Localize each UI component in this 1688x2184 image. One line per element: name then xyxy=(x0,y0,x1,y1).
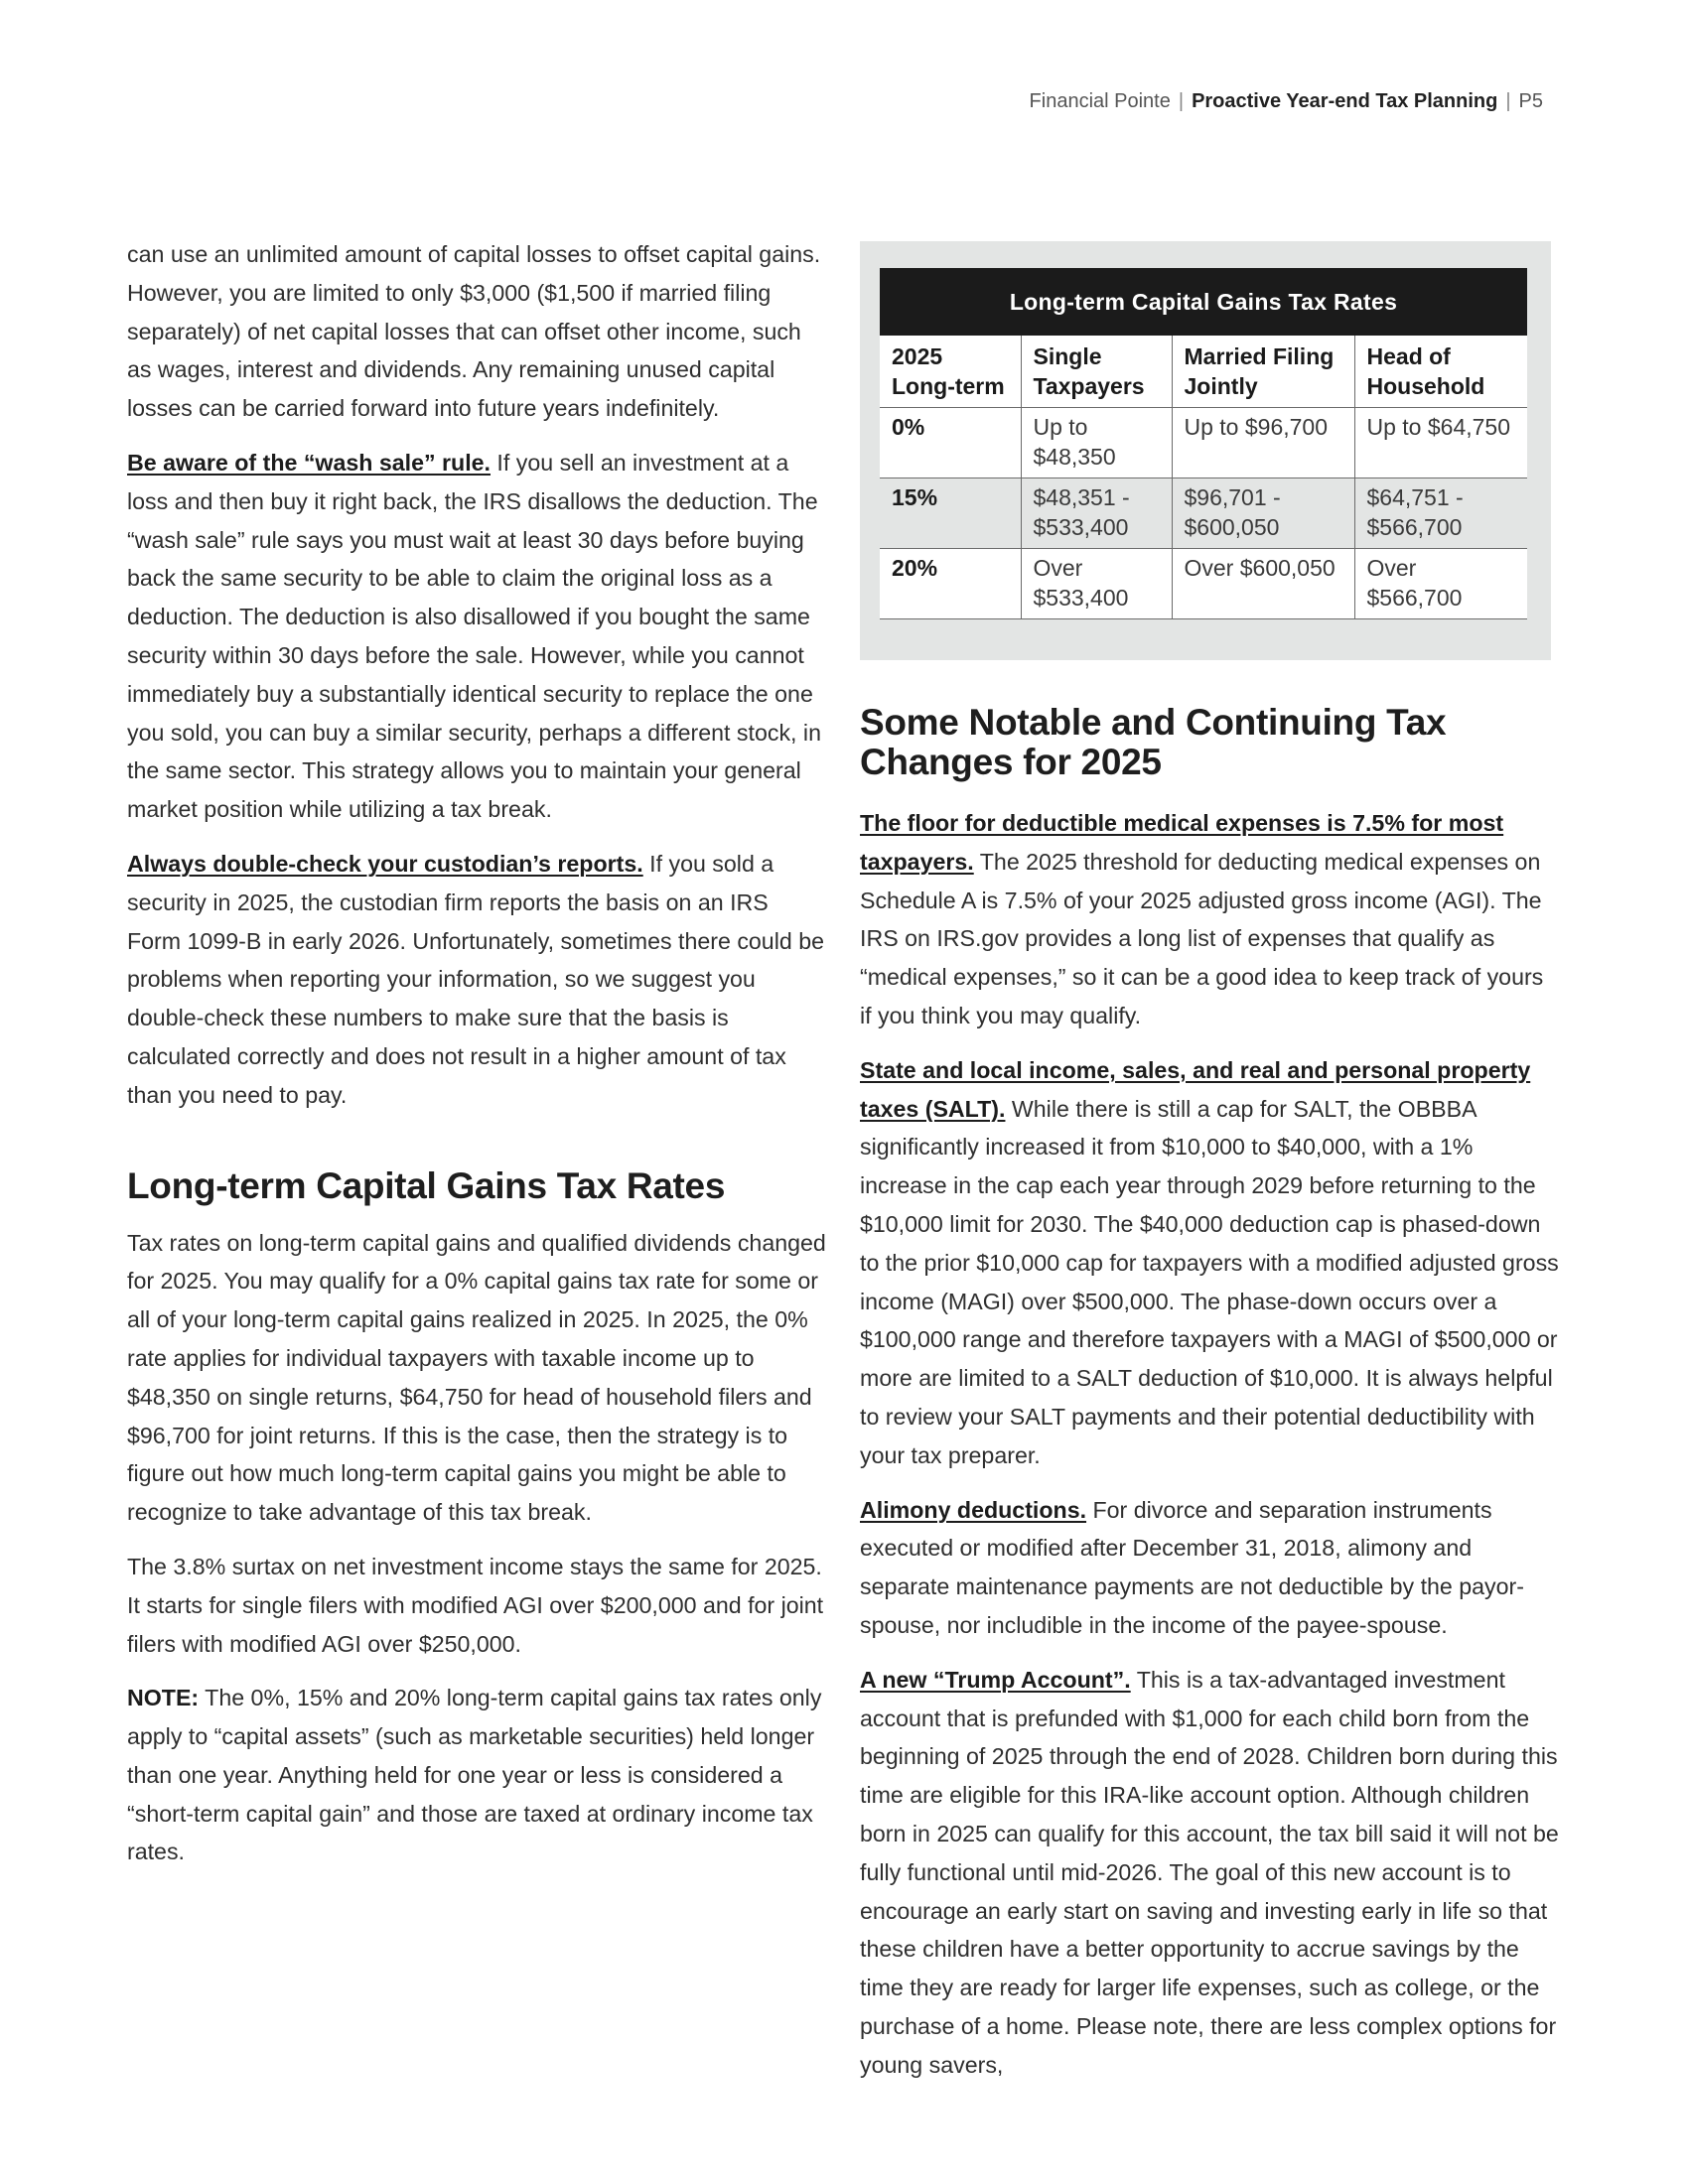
publication-name: Financial Pointe xyxy=(1029,90,1171,112)
paragraph-custodian-reports xyxy=(127,845,828,1115)
table-title: Long-term Capital Gains Tax Rates xyxy=(880,268,1527,336)
table-cell: Over $600,050 xyxy=(1172,549,1354,619)
paragraph-alimony xyxy=(860,1491,1561,1645)
paragraph-capital-gains-rates: Tax rates on long-term capital gains and qualified dividends changed for 2025. You may qualify for a 0% capital gains tax rate for some or all of your long-term capital gains realized in 2025. In 2025, the 0% rate applies for individual taxpayers with taxable income up to $48,350 on single returns, $64,750 for head of household filers and $96,700 for joint returns. If this is the case, then the strategy is to figure out how much long-term capital gains you might be able to recognize to take advantage of this tax break. xyxy=(127,1229,826,1526)
paragraph-note xyxy=(127,1679,828,1871)
custodian-reports-text: If you sold a security in 2025, the custodian firm reports the basis on an IRS Form 1099-B in early 2026. Unfortunately, sometimes there could be problems when reporting your information, so we suggest you double-check these numbers to make sure that the basis is calculated correctly and does not result in a higher amount of tax than you need to pay. xyxy=(127,850,824,1108)
table-row xyxy=(880,478,1527,549)
capital-gains-rates-table xyxy=(880,336,1527,619)
paragraph-medical-expenses xyxy=(860,804,1561,1035)
paragraph-surtax: The 3.8% surtax on net investment income stays the same for 2025. It starts for single filers with modified AGI over $200,000 and for joint filers with modified AGI over $250,000. xyxy=(127,1553,824,1657)
table-cell-rate: 0% xyxy=(880,408,1021,478)
alimony-lead: Alimony deductions. xyxy=(860,1496,1087,1523)
table-cell-rate: 15% xyxy=(880,478,1021,549)
table-row xyxy=(880,408,1527,478)
alimony-text: For divorce and separation instruments executed or modified after December 31, 2018, alimony and separate maintenance payments are not deductible by the payor-spouse, nor includible in the income of the payee-spouse. xyxy=(860,1496,1524,1638)
column-header: Married Filing Jointly xyxy=(1172,336,1354,408)
wash-sale-lead: Be aware of the “wash sale” rule. xyxy=(127,449,491,476)
table-cell: Up to $48,350 xyxy=(1021,408,1172,478)
salt-lead: State and local income, sales, and real and personal property taxes (SALT). xyxy=(860,1056,1531,1122)
right-column xyxy=(860,703,1561,2101)
column-header: Head of Household xyxy=(1354,336,1527,408)
paragraph-capital-losses: can use an unlimited amount of capital losses to offset capital gains. However, you are limited to only $3,000 ($1,500 if married filing separately) of net capital losses that can offset other income, such as wages, interest and dividends. Any remaining unused capital losses can be carried forward into future years indefinitely. xyxy=(127,241,821,422)
section-heading-capital-gains: Long-term Capital Gains Tax Rates xyxy=(127,1164,726,1206)
paragraph-trump-account xyxy=(860,1661,1561,2085)
table-cell-rate: 20% xyxy=(880,549,1021,619)
table-row xyxy=(880,549,1527,619)
capital-gains-table-box xyxy=(860,241,1551,660)
custodian-reports-lead: Always double-check your custodian’s reports. xyxy=(127,850,643,877)
left-column xyxy=(127,238,828,1887)
note-text: The 0%, 15% and 20% long-term capital gains tax rates only apply to “capital assets” (such as marketable securities) held longer than one year. Anything held for one year or less is considered a “short-term capital gain” and those are taxed at ordinary income tax rates. xyxy=(127,1685,822,1865)
table-cell: $96,701 - $600,050 xyxy=(1172,478,1354,549)
table-cell: Over $566,700 xyxy=(1354,549,1527,619)
column-header: Single Taxpayers xyxy=(1021,336,1172,408)
section-heading-tax-changes: Some Notable and Continuing Tax Changes for 2025 xyxy=(860,702,1447,782)
header-divider: | xyxy=(1178,90,1185,112)
table-cell: $48,351 - $533,400 xyxy=(1021,478,1172,549)
header-divider: | xyxy=(1505,90,1511,112)
trump-account-lead: A new “Trump Account”. xyxy=(860,1666,1131,1693)
salt-text: While there is still a cap for SALT, the OBBBA significantly increased it from $10,000 to $40,000, with a 1% increase in the cap each year through 2029 before returning to the $10,000 limit for 2030. The $40,000 deduction cap is phased-down to the prior $10,000 cap for taxpayers with a modified adjusted gross income (MAGI) over $500,000. The phase-down occurs over a $100,000 range and therefore taxpayers with a MAGI of $500,000 or more are limited to a SALT deduction of $10,000. It is always helpful to review your SALT payments and their potential deductibility with your tax preparer. xyxy=(860,1095,1559,1468)
medical-expenses-lead: The floor for deductible medical expenses is 7.5% for most taxpayers. xyxy=(860,810,1504,875)
table-cell: Up to $96,700 xyxy=(1172,408,1354,478)
table-header-row xyxy=(880,336,1527,408)
table-cell: Over $533,400 xyxy=(1021,549,1172,619)
header-title: Proactive Year-end Tax Planning xyxy=(1192,90,1498,112)
page-number: P5 xyxy=(1518,90,1543,112)
paragraph-salt xyxy=(860,1051,1561,1475)
table-cell: $64,751 - $566,700 xyxy=(1354,478,1527,549)
page-header xyxy=(1030,90,1543,113)
medical-expenses-text: The 2025 threshold for deducting medical expenses on Schedule A is 7.5% of your 2025 adjusted gross income (AGI). The IRS on IRS.gov provides a long list of expenses that qualify as “medical expenses,” so it can be a good idea to keep track of yours if you think you may qualify. xyxy=(860,848,1544,1028)
paragraph-wash-sale xyxy=(127,444,828,829)
trump-account-text: This is a tax-advantaged investment account that is prefunded with $1,000 for each child born from the beginning of 2025 through the end of 2028. Children born during this time are eligible for this IRA-like account option. Although children born in 2025 can qualify for this account, the tax bill said it will not be fully functional until mid-2026. The goal of this new account is to encourage an early start on saving and investing early in life so that these children have a better opportunity to accrue savings by the time they are ready for larger life expenses, such as college, or the purchase of a home. Please note, there are less complex options for young savers, xyxy=(860,1666,1559,2078)
note-label: NOTE: xyxy=(127,1685,200,1711)
column-header: 2025 Long-term xyxy=(880,336,1021,408)
wash-sale-text: If you sell an investment at a loss and then buy it right back, the IRS disallows the deduction. The “wash sale” rule says you must wait at least 30 days before buying back the same security to be able to claim the original loss as a deduction. The deduction is also disallowed if you bought the same security within 30 days before the sale. However, while you cannot immediately buy a substantially identical security to replace the one you sold, you can buy a similar security, perhaps a different stock, in the same sector. This strategy allows you to maintain your general market position while utilizing a tax break. xyxy=(127,449,821,823)
table-cell: Up to $64,750 xyxy=(1354,408,1527,478)
